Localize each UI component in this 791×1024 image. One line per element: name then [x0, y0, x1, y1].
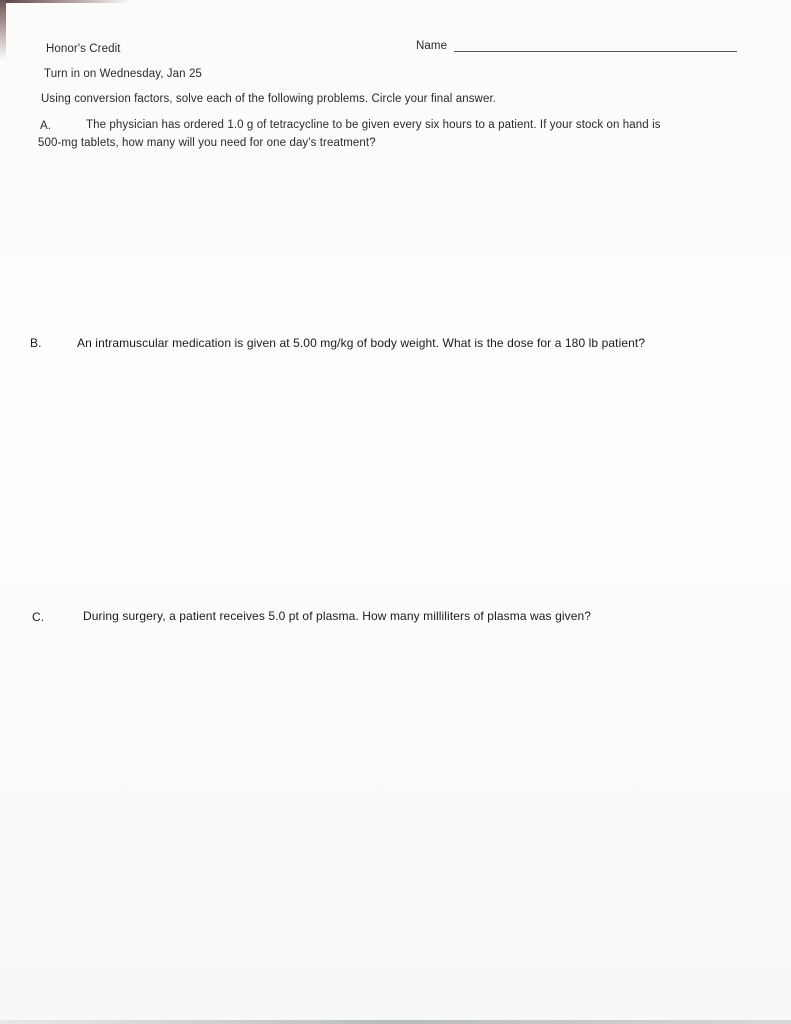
- page-edge-shadow-bottom: [0, 1020, 791, 1024]
- due-date: Turn in on Wednesday, Jan 25: [44, 68, 202, 80]
- course-title: Honor's Credit: [46, 43, 121, 55]
- problem-a-letter: A.: [40, 120, 52, 132]
- name-label: Name: [416, 40, 448, 52]
- problem-c-letter: C.: [32, 610, 45, 624]
- instructions: Using conversion factors, solve each of the following problems. Circle your final answer.: [41, 93, 497, 105]
- name-blank-line: [454, 51, 737, 52]
- problem-c-text: During surgery, a patient receives 5.0 pt of plasma. How many milliliters of plasma was given?: [83, 609, 592, 623]
- page-edge-shadow-left: [0, 0, 6, 60]
- problem-b-letter: B.: [30, 336, 42, 350]
- page-edge-shadow-top: [0, 0, 130, 3]
- problem-a-text-line1: The physician has ordered 1.0 g of tetracycline to be given every six hours to a patient. If your stock on hand is: [86, 119, 661, 131]
- problem-b-text: An intramuscular medication is given at 5.00 mg/kg of body weight. What is the dose for a 180 lb patient?: [77, 336, 646, 350]
- problem-a-text-line2: 500-mg tablets, how many will you need for one day's treatment?: [38, 137, 376, 149]
